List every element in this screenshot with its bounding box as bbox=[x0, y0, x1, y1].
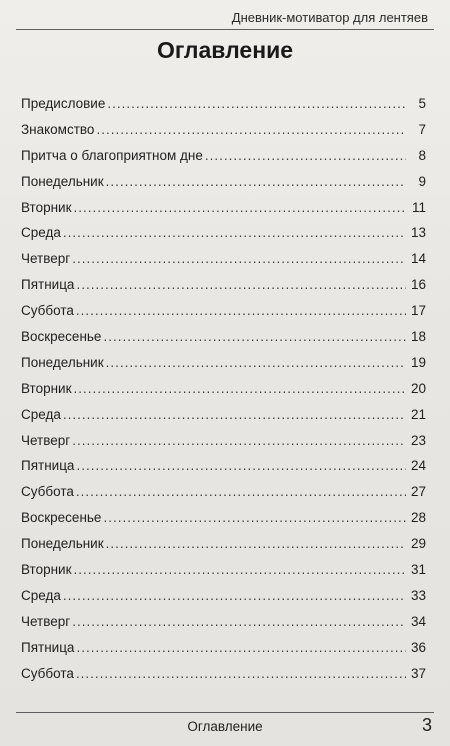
toc-entry-page: 13 bbox=[410, 225, 426, 241]
toc-entry-label: Понедельник bbox=[21, 536, 104, 552]
toc-entry-page: 7 bbox=[418, 121, 426, 137]
toc-entry-page: 17 bbox=[410, 303, 426, 319]
toc-entry-page: 5 bbox=[418, 96, 426, 111]
toc-dot-leader bbox=[76, 277, 406, 293]
toc-entry-page: 34 bbox=[410, 613, 426, 629]
toc-entry-label: Пятница bbox=[21, 277, 75, 293]
toc-entry bbox=[21, 458, 426, 484]
footer-rule bbox=[16, 712, 434, 713]
toc-entry-page: 23 bbox=[410, 432, 426, 448]
toc-entry-page: 28 bbox=[410, 510, 426, 526]
toc-entry-label: Суббота bbox=[21, 484, 74, 500]
toc-entry-label: Среда bbox=[21, 225, 61, 241]
toc-entry bbox=[21, 200, 426, 226]
toc-entry bbox=[21, 588, 426, 614]
toc-dot-leader bbox=[74, 200, 406, 216]
toc-entry-label: Четверг bbox=[21, 613, 71, 629]
toc-entry bbox=[21, 433, 426, 459]
toc-entry-label: Воскресенье bbox=[21, 329, 102, 345]
page-title: Оглавление bbox=[156, 37, 294, 63]
toc-entry-label: Четверг bbox=[21, 432, 71, 448]
toc-dot-leader bbox=[74, 562, 406, 578]
toc-entry bbox=[21, 614, 426, 640]
toc-dot-leader bbox=[103, 510, 406, 526]
toc-entry-label: Среда bbox=[21, 406, 61, 422]
toc-entry bbox=[21, 277, 426, 303]
running-head: Дневник-мотиватор для лентяев bbox=[231, 10, 428, 25]
toc-entry-page: 8 bbox=[418, 147, 426, 163]
toc-entry-page: 20 bbox=[410, 380, 426, 396]
toc-dot-leader bbox=[106, 536, 406, 552]
toc-dot-leader bbox=[96, 122, 406, 138]
toc-entry bbox=[21, 381, 426, 407]
toc-entry bbox=[21, 122, 426, 148]
toc-entry bbox=[21, 640, 426, 666]
toc-entry-label: Пятница bbox=[21, 639, 75, 655]
toc-entry bbox=[21, 355, 426, 381]
toc-dot-leader bbox=[106, 355, 406, 371]
toc-entry bbox=[21, 225, 426, 251]
toc-entry bbox=[21, 510, 426, 536]
toc-entry-label: Вторник bbox=[21, 380, 72, 396]
toc-entry-label: Воскресенье bbox=[21, 510, 102, 526]
toc-entry-page: 16 bbox=[410, 277, 426, 293]
toc-entry-label: Вторник bbox=[21, 562, 72, 578]
footer-title: Оглавление bbox=[187, 719, 263, 734]
header-rule bbox=[16, 29, 434, 30]
toc-entry-label: Понедельник bbox=[21, 354, 104, 370]
toc-entry-page: 19 bbox=[410, 354, 426, 370]
toc-entry bbox=[21, 562, 426, 588]
toc-entry-page: 29 bbox=[410, 536, 426, 552]
toc-entry bbox=[21, 174, 426, 200]
toc-entry-page: 18 bbox=[410, 329, 426, 345]
toc-dot-leader bbox=[63, 588, 406, 604]
toc-entry-page: 33 bbox=[410, 587, 426, 603]
toc-entry-page: 24 bbox=[410, 458, 426, 474]
toc-entry bbox=[21, 666, 426, 692]
toc-entry-label: Суббота bbox=[21, 665, 74, 681]
toc-entry bbox=[21, 148, 426, 174]
toc-dot-leader bbox=[74, 381, 406, 397]
toc-entry bbox=[21, 484, 426, 510]
toc-dot-leader bbox=[107, 96, 406, 112]
toc-dot-leader bbox=[106, 174, 406, 190]
toc-dot-leader bbox=[76, 640, 406, 656]
toc-dot-leader bbox=[205, 148, 406, 164]
toc-dot-leader bbox=[76, 484, 406, 500]
toc-dot-leader bbox=[63, 225, 406, 241]
toc-entry bbox=[21, 536, 426, 562]
toc-entry-page: 11 bbox=[411, 199, 426, 215]
toc-entry-page: 36 bbox=[410, 639, 426, 655]
toc-entry-page: 14 bbox=[410, 251, 426, 267]
toc-dot-leader bbox=[76, 303, 406, 319]
toc-dot-leader bbox=[72, 614, 406, 630]
toc-entry-page: 27 bbox=[410, 484, 426, 500]
page-number: 3 bbox=[421, 715, 432, 735]
table-of-contents bbox=[21, 96, 426, 691]
toc-entry-label: Предисловие bbox=[21, 96, 106, 111]
toc-entry-page: 9 bbox=[418, 173, 426, 189]
toc-entry-page: 31 bbox=[410, 562, 426, 578]
toc-entry bbox=[21, 407, 426, 433]
toc-entry-label: Суббота bbox=[21, 303, 74, 319]
toc-dot-leader bbox=[72, 251, 406, 267]
toc-entry-page: 37 bbox=[410, 665, 426, 681]
toc-dot-leader bbox=[76, 666, 406, 682]
toc-dot-leader bbox=[76, 458, 406, 474]
toc-entry bbox=[21, 329, 426, 355]
toc-entry-label: Притча о благоприятном дне bbox=[21, 147, 203, 163]
toc-entry-page: 21 bbox=[410, 406, 426, 422]
toc-entry-label: Понедельник bbox=[21, 173, 104, 189]
toc-entry-label: Среда bbox=[21, 587, 61, 603]
toc-entry bbox=[21, 251, 426, 277]
toc-dot-leader bbox=[72, 433, 406, 449]
toc-entry bbox=[21, 303, 426, 329]
toc-entry bbox=[21, 96, 426, 122]
toc-entry-label: Знакомство bbox=[21, 121, 95, 137]
toc-entry-label: Четверг bbox=[21, 251, 71, 267]
toc-entry-label: Вторник bbox=[21, 199, 72, 215]
toc-entry-label: Пятница bbox=[21, 458, 75, 474]
toc-dot-leader bbox=[103, 329, 406, 345]
toc-dot-leader bbox=[63, 407, 406, 423]
